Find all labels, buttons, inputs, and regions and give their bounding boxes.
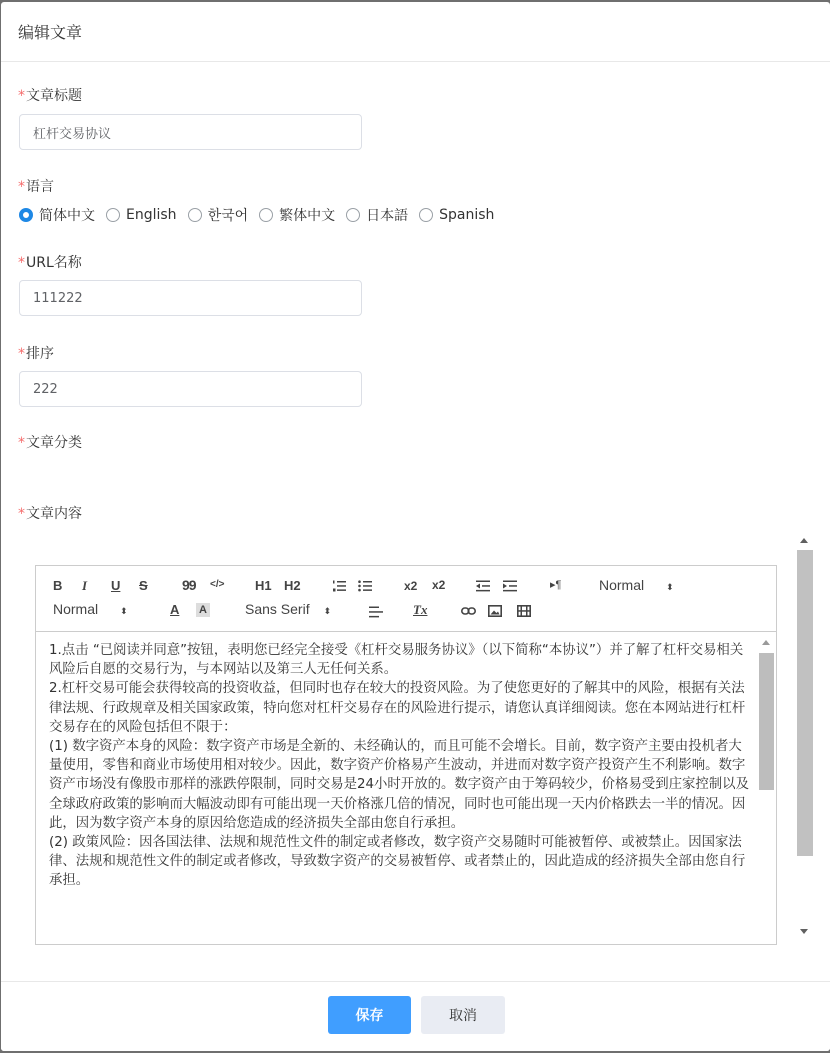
strike-button[interactable]: S bbox=[139, 578, 148, 593]
radio-label: English bbox=[126, 207, 177, 223]
radio-checked-icon[interactable] bbox=[19, 208, 33, 222]
required-mark: * bbox=[18, 255, 25, 271]
required-mark: * bbox=[18, 88, 25, 104]
radio-unchecked-icon[interactable] bbox=[259, 208, 273, 222]
scroll-up-icon[interactable] bbox=[800, 538, 808, 543]
bullet-list-icon[interactable] bbox=[358, 580, 372, 592]
select-arrows-icon: ⬍ bbox=[323, 606, 332, 616]
content-label-text: 文章内容 bbox=[26, 506, 82, 522]
dialog-footer bbox=[1, 981, 830, 1051]
radio-unchecked-icon[interactable] bbox=[346, 208, 360, 222]
editor-text[interactable] bbox=[49, 641, 755, 891]
radio-option-ja[interactable] bbox=[346, 205, 408, 225]
radio-unchecked-icon[interactable] bbox=[419, 208, 433, 222]
editor-paragraph: (2) 政策风险：因各国法律、法规和规范性文件的制定或者修改，数字资产交易随时可能被暂停、或被禁止。因国家法律、法规和规范性文件的制定或者修改，导致数字资产的交易被暂停、或者禁止的，因此造成的经济损失全部由您自行承担。 bbox=[49, 835, 746, 889]
direction-button[interactable]: ▸¶ bbox=[550, 579, 562, 591]
category-label-text: 文章分类 bbox=[26, 435, 82, 451]
header-select[interactable] bbox=[599, 577, 674, 593]
rich-text-editor bbox=[35, 565, 777, 945]
indent-icon[interactable] bbox=[503, 580, 517, 592]
ordered-list-icon[interactable] bbox=[332, 580, 346, 592]
clean-format-button[interactable]: Tx bbox=[413, 602, 428, 617]
font-select[interactable] bbox=[245, 601, 331, 617]
italic-button[interactable]: I bbox=[82, 578, 88, 593]
editor-content-area[interactable] bbox=[35, 632, 777, 945]
title-input[interactable] bbox=[19, 114, 362, 150]
header-select-value: Normal bbox=[599, 577, 645, 593]
radio-label: 简体中文 bbox=[39, 208, 95, 224]
scrollbar-thumb[interactable] bbox=[759, 653, 774, 790]
outer-scrollbar[interactable] bbox=[796, 530, 816, 940]
dialog-title: 编辑文章 bbox=[18, 23, 83, 42]
scroll-up-icon[interactable] bbox=[762, 640, 770, 645]
category-label bbox=[18, 432, 82, 452]
radio-option-ko[interactable] bbox=[188, 205, 249, 225]
radio-label: 繁体中文 bbox=[279, 208, 336, 224]
required-mark: * bbox=[18, 179, 25, 195]
radio-label: 日本語 bbox=[366, 208, 409, 224]
radio-label: 한국어 bbox=[207, 208, 249, 224]
title-label bbox=[18, 85, 82, 105]
editor-paragraph: (1) 数字资产本身的风险：数字资产市场是全新的、未经确认的，而且可能不会增长。目前，数字资产主要由投机者大量使用，零售和商业市场使用相对较少。因此，数字资产价格易产生波动，并进而对数字资产投资产生不利影响。数字资产市场没有像股市那样的涨跌停限制，同时交易是24小时开放的。数字资产由于筹码较少，价格易受到庄家控制以及全球政府政策的影响而大幅波动即有可能出现一天价格涨几倍的情况，同时也可能出现一天内价格跌去一半的情况。因此，因为数字资产本身的原因给您造成的经济损失全部由您自行承担。 bbox=[49, 739, 749, 831]
outdent-icon[interactable] bbox=[476, 580, 490, 592]
align-icon[interactable] bbox=[369, 606, 383, 618]
subscript-button[interactable] bbox=[404, 578, 417, 593]
underline-button[interactable]: U bbox=[111, 578, 121, 593]
edit-article-dialog bbox=[1, 2, 830, 1051]
dialog-body bbox=[1, 63, 830, 981]
direction-label: ¶ bbox=[555, 579, 562, 591]
url-input-value: 111222 bbox=[33, 290, 83, 306]
editor-paragraph: 1.点击 “已阅读并同意”按钮，表明您已经完全接受《杠杆交易服务协议》（以下简称“本协议”）并了解了杠杆交易相关风险后自愿的交易行为，与本网站以及第三人无任何关系。 bbox=[49, 643, 744, 678]
code-block-button[interactable]: </> bbox=[210, 579, 225, 590]
font-select-value: Sans Serif bbox=[245, 601, 310, 617]
superscript-button[interactable] bbox=[432, 577, 445, 592]
required-mark: * bbox=[18, 506, 25, 522]
radio-unchecked-icon[interactable] bbox=[106, 208, 120, 222]
sort-input[interactable] bbox=[19, 371, 362, 407]
editor-toolbar bbox=[35, 565, 777, 632]
editor-scrollbar[interactable] bbox=[757, 632, 776, 945]
radio-option-zh-cn[interactable] bbox=[19, 205, 95, 225]
sort-label-text: 排序 bbox=[26, 346, 54, 362]
url-input[interactable] bbox=[19, 280, 362, 316]
superscript-label: x2 bbox=[432, 578, 446, 592]
sort-label bbox=[18, 343, 54, 363]
select-arrows-icon: ⬍ bbox=[120, 606, 128, 616]
video-icon[interactable] bbox=[517, 605, 531, 617]
bold-button[interactable]: B bbox=[53, 578, 63, 593]
image-icon[interactable] bbox=[488, 605, 502, 617]
save-button[interactable]: 保存 bbox=[328, 996, 411, 1034]
radio-option-en[interactable] bbox=[106, 207, 177, 223]
title-label-text: 文章标题 bbox=[26, 88, 82, 104]
editor-paragraph: 2.杠杆交易可能会获得较高的投资收益，但同时也存在较大的投资风险。为了使您更好的了解其中的风险，根据有关法律法规、行政规章及相关国家政策，特向您对杠杆交易存在的风险进行提示，请您认真详细阅读。您在本网站进行杠杆交易存在的风险包括但不限于： bbox=[49, 681, 746, 735]
subscript-label: x2 bbox=[404, 579, 418, 593]
required-mark: * bbox=[18, 435, 25, 451]
url-label-text: URL名称 bbox=[26, 255, 82, 271]
content-label bbox=[18, 503, 82, 523]
radio-option-es[interactable] bbox=[419, 207, 494, 223]
size-select[interactable] bbox=[53, 601, 128, 617]
size-select-value: Normal bbox=[53, 601, 99, 617]
blockquote-button[interactable]: 99 bbox=[182, 577, 196, 593]
dialog-header bbox=[1, 2, 830, 62]
language-label bbox=[18, 176, 54, 196]
scrollbar-thumb[interactable] bbox=[797, 550, 813, 856]
scroll-down-icon[interactable] bbox=[800, 929, 808, 934]
radio-option-zh-tw[interactable] bbox=[259, 205, 335, 225]
sort-input-value: 222 bbox=[33, 381, 58, 397]
title-input-value: 杠杆交易协议 bbox=[33, 126, 112, 142]
link-icon[interactable] bbox=[461, 605, 476, 617]
header1-button[interactable]: H1 bbox=[255, 578, 272, 593]
language-radio-group bbox=[19, 205, 505, 225]
cancel-button[interactable]: 取消 bbox=[421, 996, 505, 1034]
language-label-text: 语言 bbox=[26, 179, 54, 195]
radio-label: Spanish bbox=[439, 207, 495, 223]
url-label bbox=[18, 252, 82, 272]
background-color-picker[interactable]: A bbox=[196, 603, 210, 617]
select-arrows-icon: ⬍ bbox=[666, 582, 674, 592]
required-mark: * bbox=[18, 346, 25, 362]
radio-unchecked-icon[interactable] bbox=[188, 208, 202, 222]
color-picker[interactable]: A bbox=[170, 602, 180, 617]
header2-button[interactable]: H2 bbox=[284, 578, 301, 593]
